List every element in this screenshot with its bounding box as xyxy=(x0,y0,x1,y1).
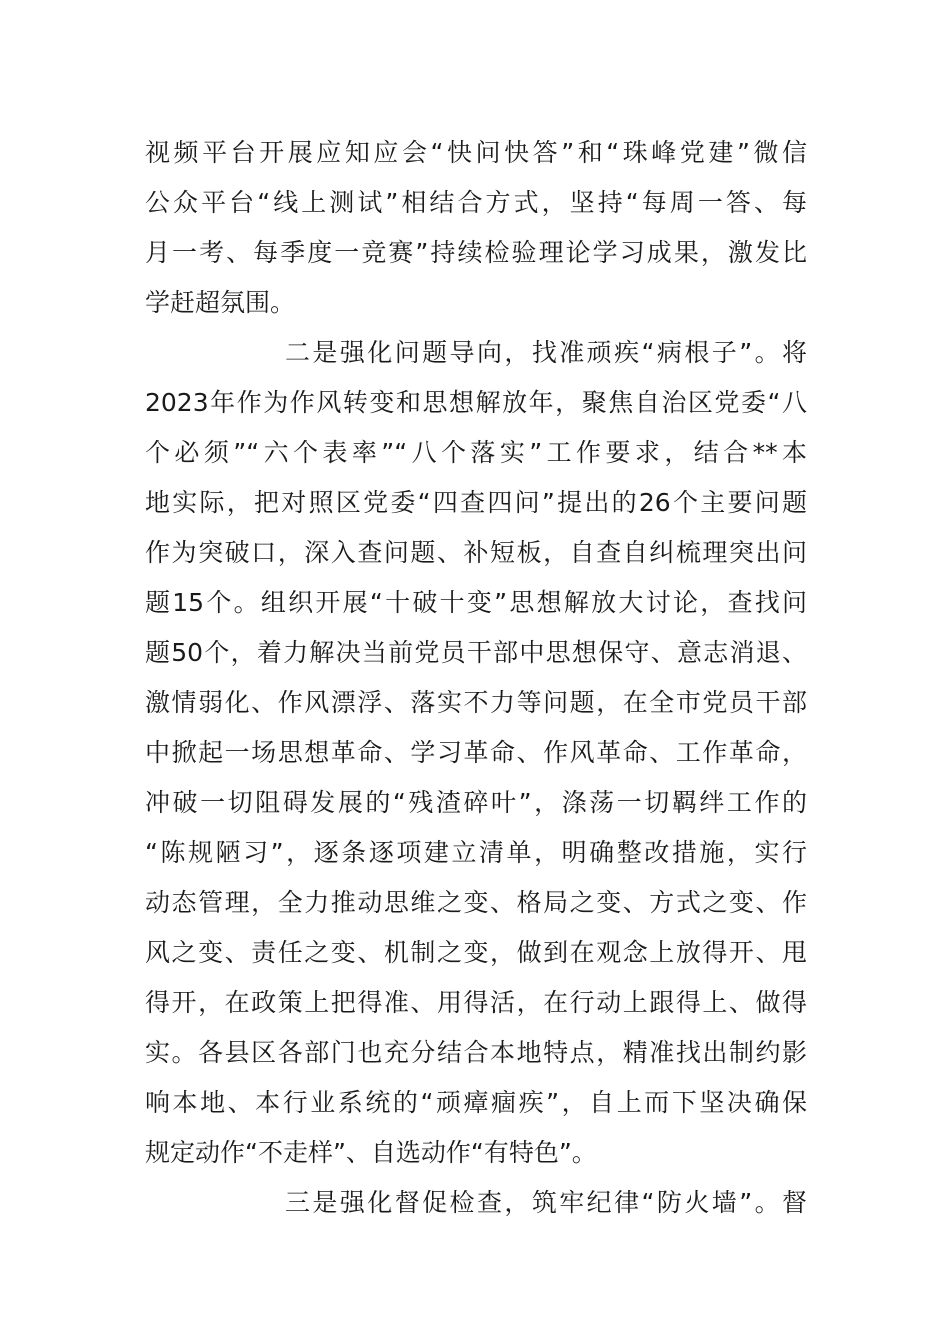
text-line: 冲破一切阻碍发展的“残渣碎叶”，涤荡一切羁绊工作的 xyxy=(145,788,807,817)
text-line: “陈规陋习”，逐条逐项建立清单，明确整改措施，实行 xyxy=(145,838,807,867)
text-line: 月一考、每季度一竞赛”持续检验理论学习成果，激发比 xyxy=(145,238,807,267)
text-line: 响本地、本行业系统的“顽瘴痼疾”，自上而下坚决确保 xyxy=(145,1088,807,1117)
text-line: 题15个。组织开展“十破十变”思想解放大讨论，查找问 xyxy=(145,588,807,617)
text-line: 题50个，着力解决当前党员干部中思想保守、意志消退、 xyxy=(145,638,807,667)
text-line: 地实际，把对照区党委“四查四问”提出的26个主要问题 xyxy=(145,488,807,517)
text-line: 激情弱化、作风漂浮、落实不力等问题，在全市党员干部 xyxy=(145,688,807,717)
text-line: 公众平台“线上测试”相结合方式，坚持“每周一答、每 xyxy=(145,188,807,217)
text-line: 2023年作为作风转变和思想解放年，聚焦自治区党委“八 xyxy=(145,388,807,417)
text-line: 视频平台开展应知应会“快问快答”和“珠峰党建”微信 xyxy=(145,138,807,167)
text-line: 学赶超氛围。 xyxy=(145,288,296,317)
text-line: 规定动作“不走样”、自选动作“有特色”。 xyxy=(145,1138,597,1167)
text-line: 得开，在政策上把得准、用得活，在行动上跟得上、做得 xyxy=(145,988,807,1017)
text-line: 作为突破口，深入查问题、补短板，自查自纠梳理突出问 xyxy=(145,538,807,567)
text-line: 中掀起一场思想革命、学习革命、作风革命、工作革命， xyxy=(145,738,807,767)
text-line: 动态管理，全力推动思维之变、格局之变、方式之变、作 xyxy=(145,888,807,917)
text-line: 实。各县区各部门也充分结合本地特点，精准找出制约影 xyxy=(145,1038,807,1067)
paragraph-heading-line: 三是强化督促检查，筑牢纪律“防火墙”。督 xyxy=(285,1188,807,1217)
text-line: 个必须”“六个表率”“八个落实”工作要求，结合**本 xyxy=(145,438,807,467)
text-line: 风之变、责任之变、机制之变，做到在观念上放得开、甩 xyxy=(145,938,807,967)
paragraph-heading-line: 二是强化问题导向，找准顽疾“病根子”。将 xyxy=(285,338,807,367)
